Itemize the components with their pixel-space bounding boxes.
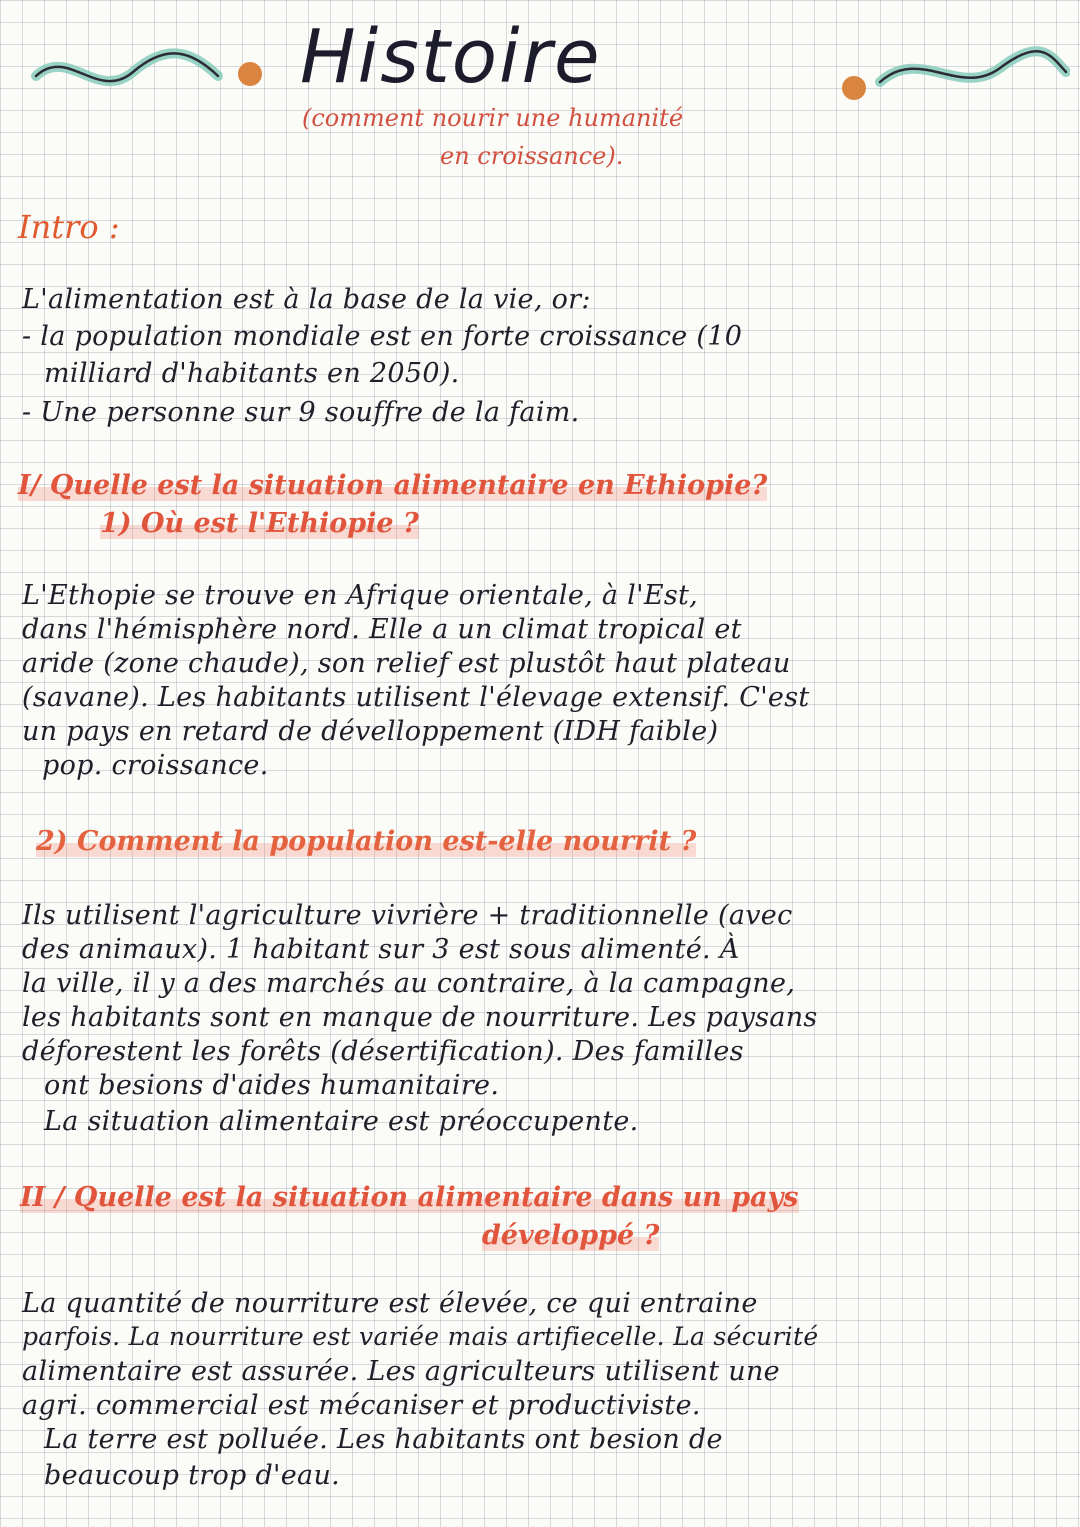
section-2-line-2: parfois. La nourriture est variée mais artifiecelle. La sécurité <box>22 1322 819 1351</box>
intro-line-3: milliard d'habitants en 2050). <box>44 358 460 389</box>
right-dot-decoration <box>842 76 866 100</box>
intro-label: Intro : <box>18 208 120 246</box>
intro-line-2: - la population mondiale est en forte croissance (10 <box>22 321 743 352</box>
intro-line-1: L'alimentation est à la base de la vie, or: <box>22 284 591 315</box>
sub-2-line-5: déforestent les forêts (désertification). Des familles <box>22 1036 744 1067</box>
section-2-heading-line-2 <box>482 1220 659 1251</box>
section-2-heading-line-2-text: développé ? <box>482 1220 660 1251</box>
sub-1-line-2: dans l'hémisphère nord. Elle a un climat tropical et <box>22 614 742 645</box>
section-1-sub-2-heading <box>36 826 696 857</box>
left-dot-decoration <box>238 62 262 86</box>
section-1-heading-text: I/ Quelle est la situation alimentaire en Ethiopie? <box>18 470 768 501</box>
sub-1-line-6: pop. croissance. <box>42 750 269 781</box>
section-2-heading-line-1 <box>20 1182 799 1213</box>
sub-2-line-4: les habitants sont en manque de nourriture. Les paysans <box>22 1002 818 1033</box>
sub-2-line-6: ont besions d'aides humanitaire. <box>44 1070 500 1101</box>
sub-2-line-3: la ville, il y a des marchés au contraire, à la campagne, <box>22 968 796 999</box>
sub-1-line-5: un pays en retard de dévelloppement (IDH faible) <box>22 716 719 747</box>
section-1-sub-1-heading <box>100 508 419 539</box>
intro-line-4: - Une personne sur 9 souffre de la faim. <box>22 397 580 428</box>
subtitle-line-1: (comment nourir une humanité <box>302 104 684 132</box>
sub-2-line-1: Ils utilisent l'agriculture vivrière + traditionnelle (avec <box>22 900 793 931</box>
section-2-line-3: alimentaire est assurée. Les agriculteurs utilisent une <box>22 1356 780 1387</box>
right-squiggle-decoration <box>870 42 1070 102</box>
section-2-line-5: La terre est polluée. Les habitants ont besion de <box>44 1424 723 1455</box>
section-1-sub-2-heading-text: 2) Comment la population est-elle nourrit ? <box>36 826 697 857</box>
page-title: Histoire <box>300 14 602 100</box>
section-2-line-1: La quantité de nourriture est élevée, ce qui entraine <box>22 1288 758 1319</box>
sub-1-line-4: (savane). Les habitants utilisent l'élevage extensif. C'est <box>22 682 810 713</box>
section-2-line-4: agri. commercial est mécaniser et productiviste. <box>22 1390 701 1421</box>
section-2-heading-line-1-text: II / Quelle est la situation alimentaire dans un pays <box>20 1182 799 1213</box>
sub-1-line-1: L'Ethopie se trouve en Afrique orientale, à l'Est, <box>22 580 699 611</box>
section-2-line-6: beaucoup trop d'eau. <box>44 1460 341 1491</box>
sub-1-line-3: aride (zone chaude), son relief est plustôt haut plateau <box>22 648 791 679</box>
sub-2-line-2: des animaux). 1 habitant sur 3 est sous alimenté. À <box>22 934 740 965</box>
section-1-heading <box>18 470 767 501</box>
section-1-sub-1-heading-text: 1) Où est l'Ethiopie ? <box>100 508 419 539</box>
sub-2-line-7: La situation alimentaire est préoccupente. <box>44 1106 639 1137</box>
left-squiggle-decoration <box>28 42 228 102</box>
subtitle-line-2: en croissance). <box>440 142 624 170</box>
